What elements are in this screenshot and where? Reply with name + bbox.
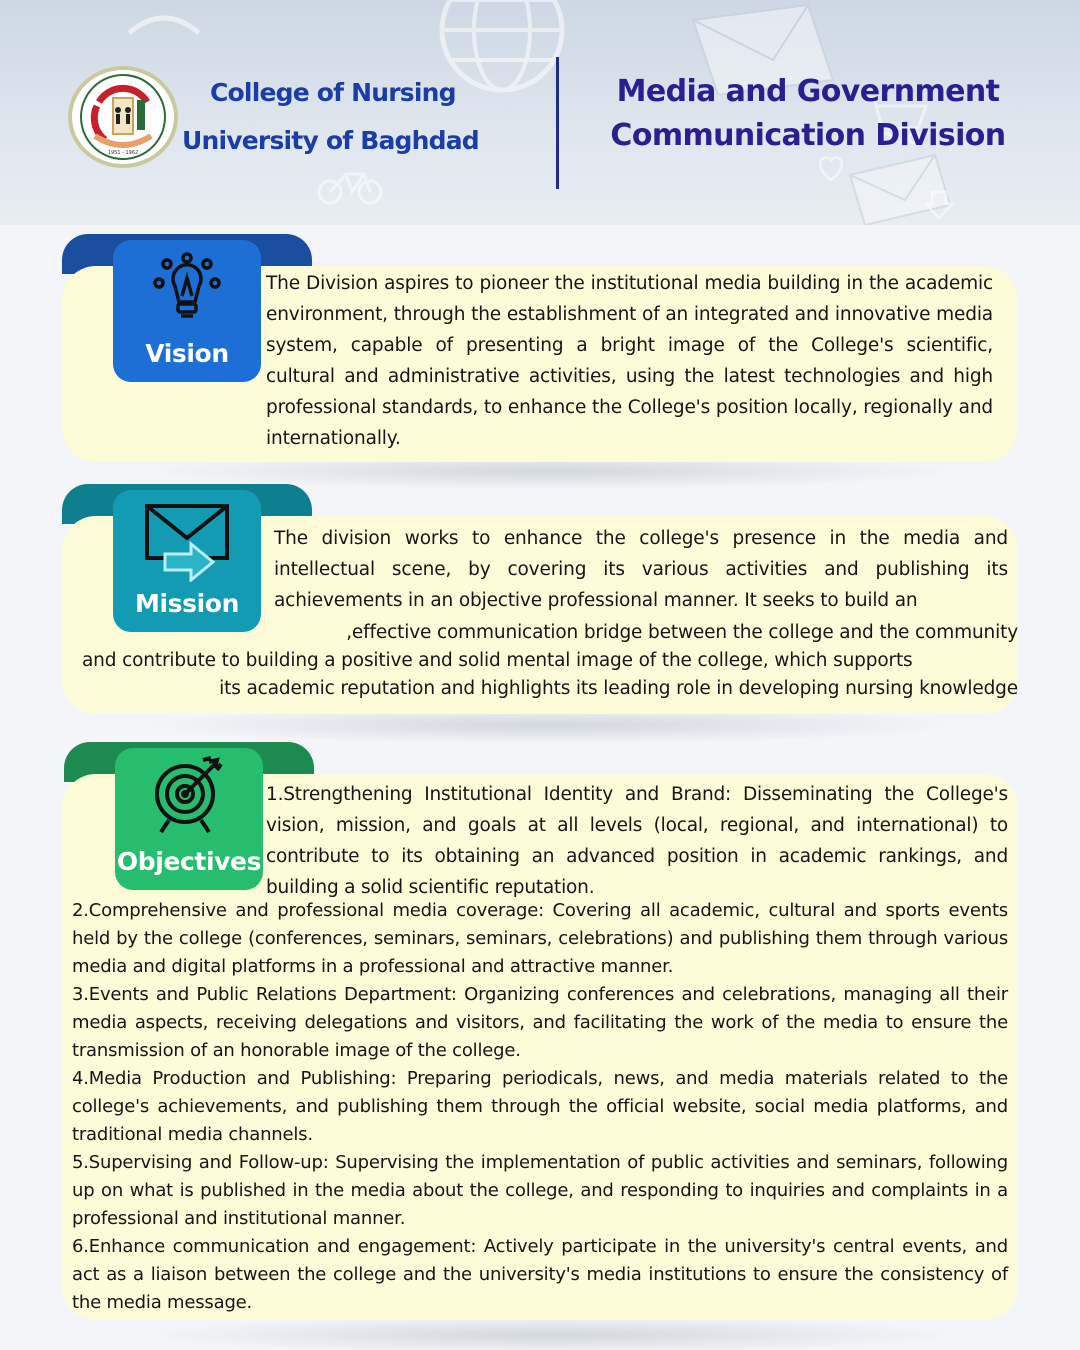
header-banner (0, 0, 1080, 225)
objectives-shadow (140, 1316, 960, 1350)
vision-label: Vision (145, 339, 229, 368)
heart-icon (816, 154, 846, 182)
division-title-line1: Media and Government (616, 74, 1000, 109)
division-title-line2: Communication Division (610, 118, 1006, 153)
svg-text:1951 - 1962: 1951 - 1962 (107, 150, 139, 156)
objective-item-4: 4.Media Production and Publishing: Preparing periodicals, news, and media materials related to the college's achievements, and publishing them through the official website, social media platforms, and traditional media channels. (72, 1068, 1008, 1145)
objectives-badge (115, 748, 263, 890)
mission-badge (113, 490, 261, 632)
bicycle-icon (316, 166, 386, 206)
header-divider (556, 57, 559, 189)
objective-item-1: 1.Strengthening Institutional Identity and Brand: Disseminating the College's vision, mission, and goals at all levels (local, regional, and international) to contribute to its obtaining an advanced position in academic rankings, and building a solid scientific reputation. (266, 784, 1008, 898)
target-arrow-icon (151, 756, 227, 836)
wifi-icon (124, 8, 204, 38)
objective-item-2: 2.Comprehensive and professional media coverage: Covering all academic, cultural and sports events held by the college (conferences, seminars, seminars, celebrations) and publishing them through various media and digital platforms in a professional and attractive manner. (72, 900, 1008, 977)
mission-text-main: The division works to enhance the college's presence in the media and intellectual scene, by covering its various activities and publishing its achievements in an objective professional manner. It seeks to build an (274, 528, 1008, 611)
objectives-list (72, 897, 1008, 1317)
university-name: University of Baghdad (182, 126, 479, 155)
college-name: College of Nursing (210, 78, 456, 107)
objective-item-5: 5.Supervising and Follow-up: Supervising the implementation of public activities and seminars, following up on what is published in the media about the college, and responding to inquiries and complaints in a professional and institutional manner. (72, 1152, 1008, 1229)
mission-text-line6: its academic reputation and highlights its leading role in developing nursing knowledge (219, 678, 1018, 699)
objective-item-3: 3.Events and Public Relations Department: Organizing conferences and celebrations, managing all their media aspects, receiving delegations and visitors, and facilitating the work of the media to ensure the transmission of an honorable image of the college. (72, 984, 1008, 1061)
lightbulb-icon (151, 250, 223, 328)
envelope-arrow-icon (141, 500, 233, 582)
vision-badge (113, 240, 261, 382)
college-logo (68, 66, 178, 168)
download-icon (924, 190, 954, 222)
objectives-label: Objectives (116, 847, 262, 876)
mission-label: Mission (135, 589, 239, 618)
mission-text-line5: and contribute to building a positive and solid mental image of the college, which supports (82, 650, 913, 671)
objective-item-6: 6.Enhance communication and engagement: Actively participate in the university's central events, and act as a liaison between the college and the university's media institutions to ensure the consistency of the media message. (72, 1236, 1008, 1313)
division-title (580, 70, 1036, 158)
mission-text-line4: ,effective communication bridge between the college and the community (346, 622, 1018, 643)
nursing-college-emblem-icon (75, 72, 171, 162)
vision-text: The Division aspires to pioneer the institutional media building in the academic environment, through the establishment of an integrated and innovative media system, capable of presenting a bright image of the College's scientific, cultural and administrative activities, using the latest technologies and high professional standards, to enhance the College's position locally, regionally and internationally. (266, 273, 993, 449)
